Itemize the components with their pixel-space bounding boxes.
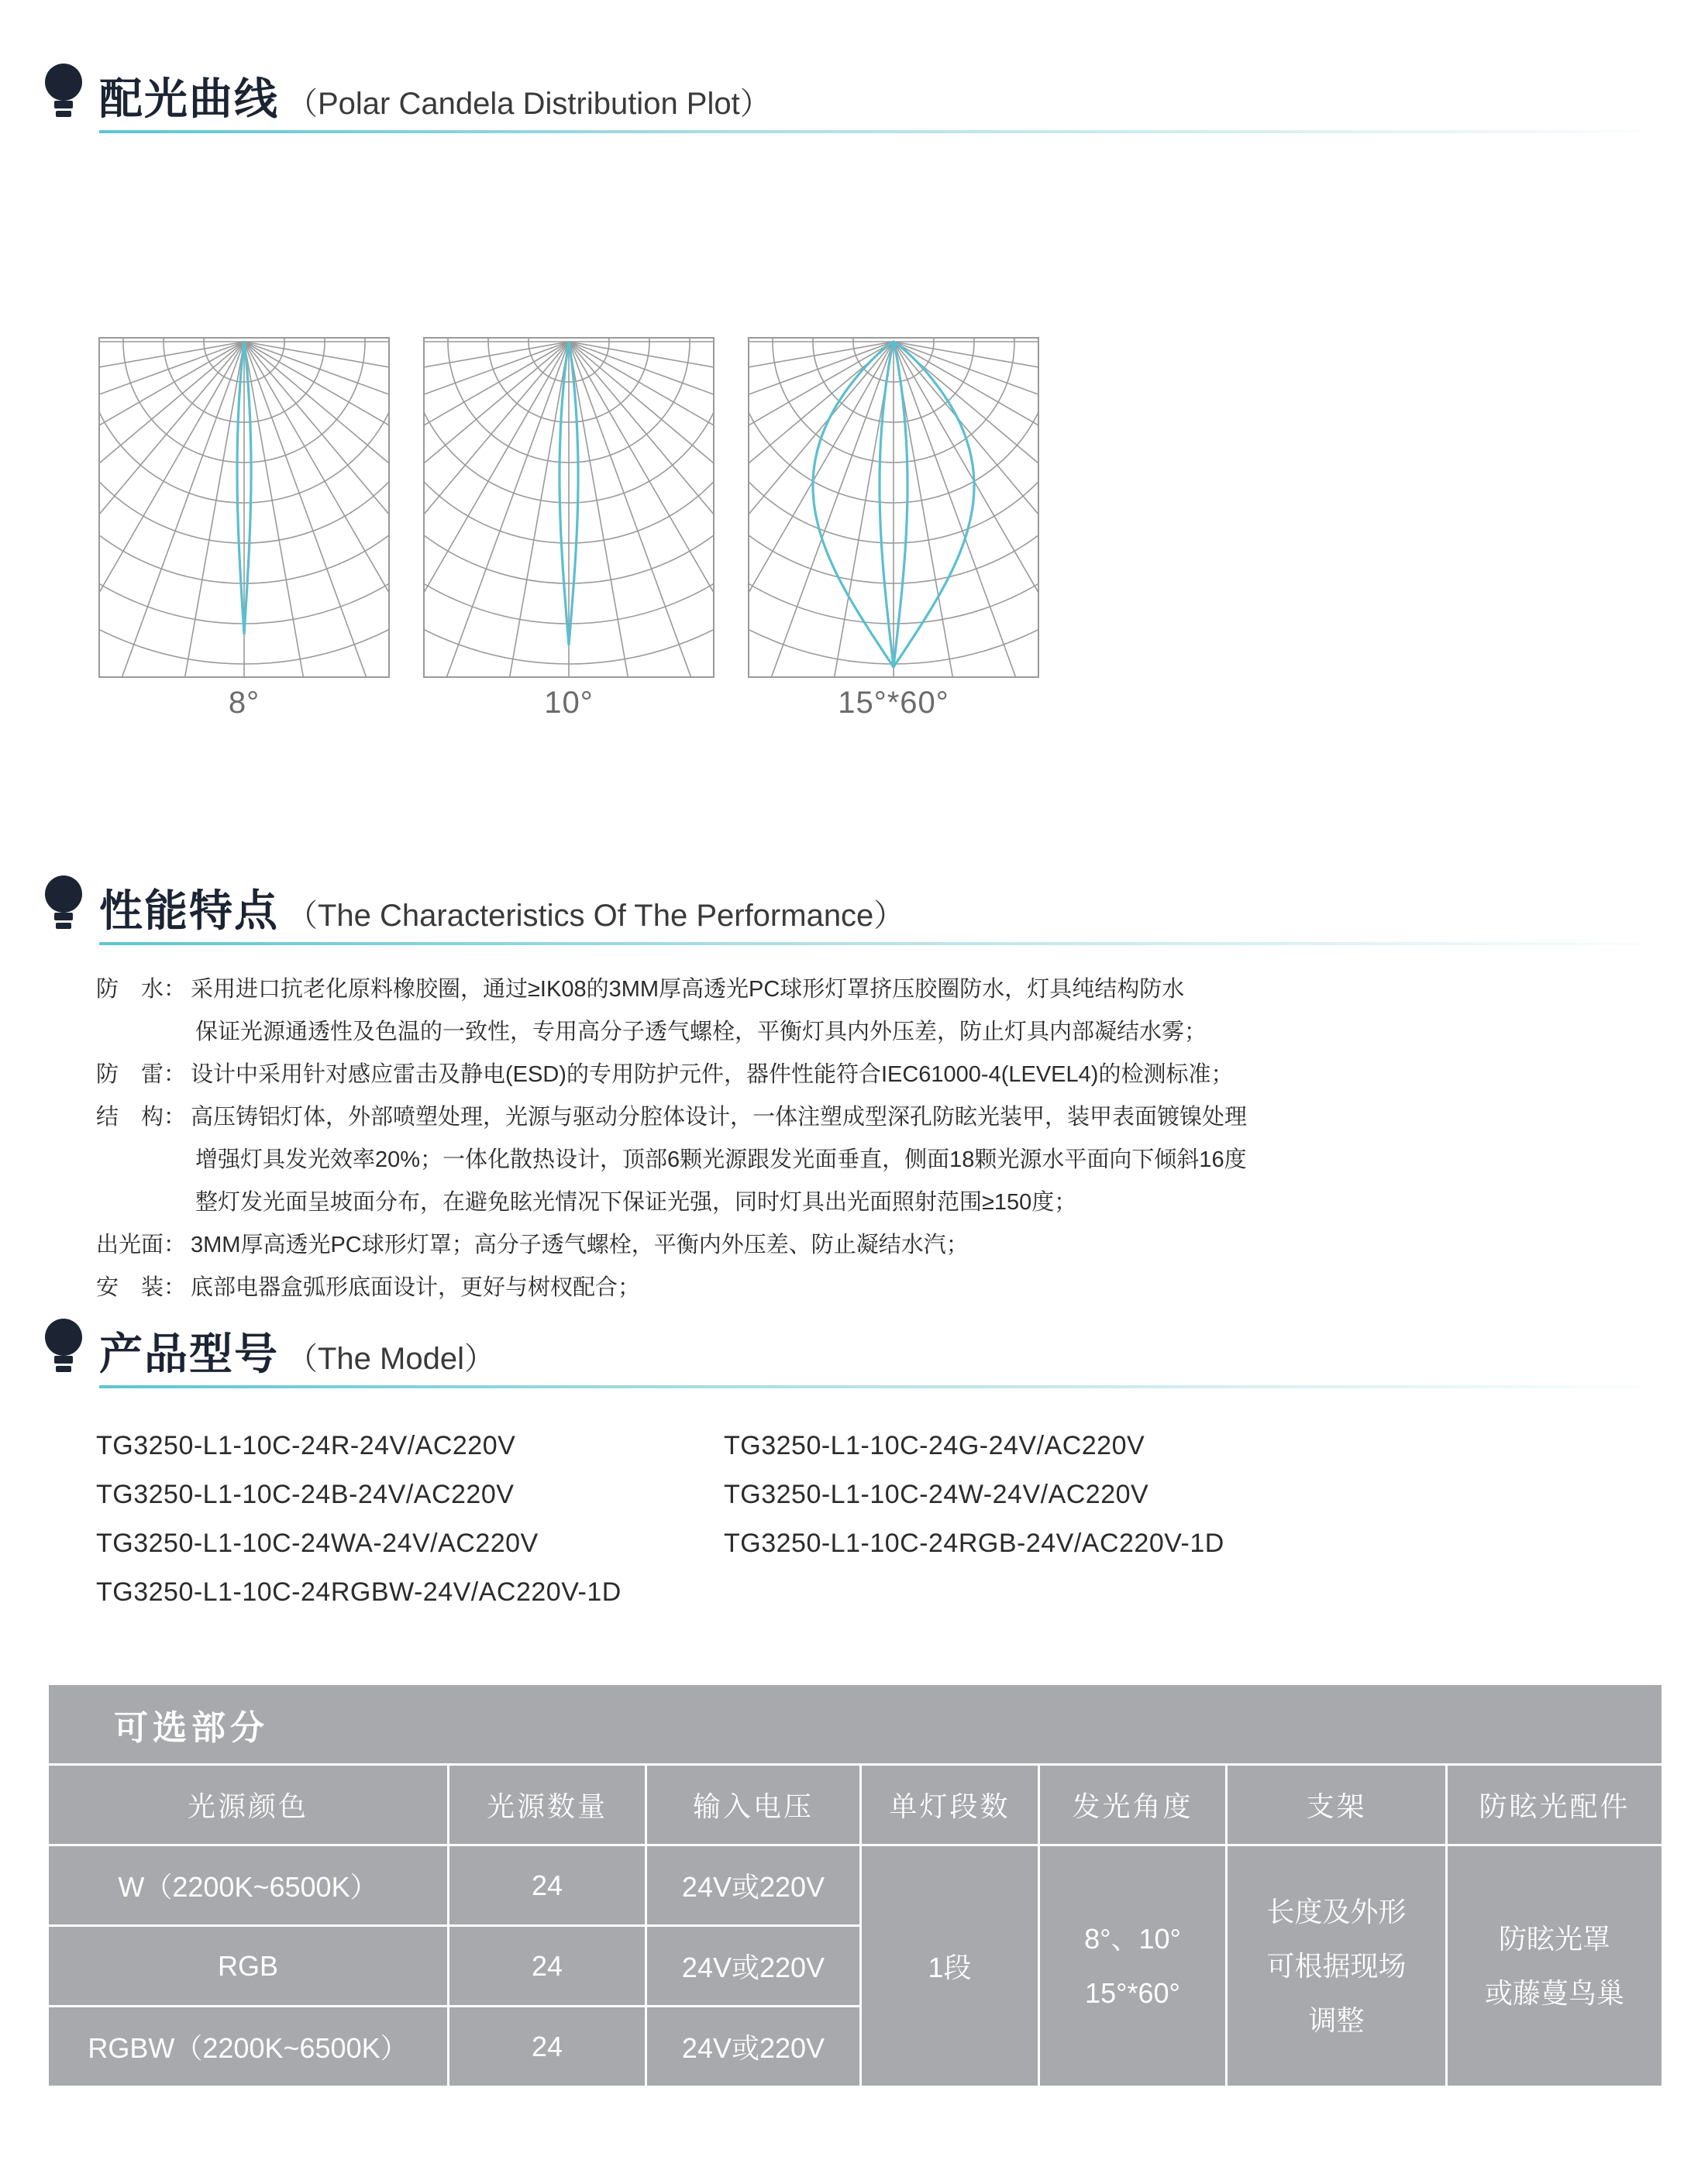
section-title-en: （Polar Candela Distribution Plot） <box>287 87 771 121</box>
angle-value: 8°、10° <box>1084 1922 1181 1955</box>
cell-voltage: 24V或220V <box>646 2007 861 2087</box>
section-rule <box>99 1385 1641 1388</box>
model-item: TG3250-L1-10C-24RGBW-24V/AC220V-1D <box>96 1577 622 1607</box>
model-list-right <box>724 1422 1224 1568</box>
model-list-left <box>96 1422 622 1617</box>
perf-label: 防 水： <box>96 977 187 1002</box>
grid-spoke <box>244 342 390 678</box>
grid-spoke <box>244 342 390 678</box>
section-performance-header <box>43 874 1640 967</box>
header-light-qty: 光源数量 <box>449 1765 646 1845</box>
bracket-line: 可根据现场 <box>1266 1949 1407 1982</box>
options-caption: 可选部分 <box>48 1684 1663 1765</box>
cell-voltage: 24V或220V <box>646 1926 861 2007</box>
grid-spoke <box>98 342 244 678</box>
header-beam-angle: 发光角度 <box>1039 1765 1227 1845</box>
perf-text: 3MM厚高透光PC球形灯罩；高分子透气螺栓，平衡内外压差、防止凝结水汽； <box>191 1233 969 1257</box>
grid-spoke <box>748 342 894 678</box>
section-polar-header <box>43 62 1640 155</box>
cell-antiglare <box>1447 1845 1663 2087</box>
polar-plot-label: 10° <box>544 686 594 720</box>
grid-spoke <box>98 342 244 678</box>
section-rule <box>99 130 1641 133</box>
perf-text: 采用进口抗老化原料橡胶圈，通过≥IK08的3MM厚高透光PC球形灯罩挤压胶圈防水，灯具纯结构防水 <box>191 977 1185 1002</box>
grid-spoke <box>423 342 569 678</box>
perf-text: 整灯发光面呈坡面分布，在避免眩光情况下保证光强，同时灯具出光面照射范围≥150度； <box>195 1190 1077 1215</box>
polar-chart-svg <box>98 337 390 678</box>
grid-spoke <box>423 342 569 678</box>
section-title-cn: 性能特点 <box>99 886 279 935</box>
bracket-line: 长度及外形 <box>1266 1895 1407 1928</box>
grid-spoke <box>98 342 244 678</box>
perf-text: 保证光源通透性及色温的一致性，专用高分子透气螺栓，平衡灯具内外压差，防止灯具内部凝结水雾； <box>195 1020 1207 1044</box>
cell-angles <box>1039 1845 1227 2087</box>
bulb-icon <box>43 1317 84 1379</box>
polar-grid <box>423 337 715 678</box>
section-title-cn: 产品型号 <box>99 1329 279 1378</box>
bulb-icon <box>43 874 84 936</box>
angle-value: 15°*60° <box>1085 1976 1180 2009</box>
cell-qty: 24 <box>449 1845 646 1926</box>
polar-plot-15x60 <box>748 337 1039 720</box>
grid-spoke <box>423 342 569 678</box>
grid-spoke <box>569 342 715 678</box>
cell-segments: 1段 <box>861 1845 1039 2087</box>
antiglare-line: 或藤蔓鸟巢 <box>1484 1976 1624 2009</box>
antiglare-line: 防眩光罩 <box>1498 1922 1610 1955</box>
grid-spoke <box>894 342 1039 678</box>
grid-spoke <box>894 342 1039 678</box>
bracket-line: 调整 <box>1308 2003 1365 2036</box>
grid-spoke <box>748 342 894 678</box>
perf-text: 设计中采用针对感应雷击及静电(ESD)的专用防护元件，器件性能符合IEC61000-4(LEVEL4)的检测标准； <box>191 1062 1234 1087</box>
cell-bracket <box>1227 1845 1447 2087</box>
grid-spoke <box>244 342 390 678</box>
section-title <box>99 65 771 127</box>
grid-spoke <box>748 342 894 678</box>
section-title <box>99 1320 495 1382</box>
model-item: TG3250-L1-10C-24R-24V/AC220V <box>96 1431 516 1460</box>
grid-spoke <box>748 342 894 678</box>
cell-qty: 24 <box>449 1926 646 2007</box>
section-title-en: （The Model） <box>287 1342 495 1376</box>
perf-text: 底部电器盒弧形底面设计，更好与树杈配合； <box>191 1275 641 1300</box>
model-item: TG3250-L1-10C-24WA-24V/AC220V <box>96 1529 539 1558</box>
section-title <box>99 877 904 939</box>
cell-color: W（2200K~6500K） <box>48 1845 449 1926</box>
bulb-icon <box>43 62 84 124</box>
header-light-color: 光源颜色 <box>48 1765 449 1845</box>
grid-spoke <box>423 342 569 678</box>
header-bracket: 支架 <box>1227 1765 1447 1845</box>
grid-spoke <box>894 342 1039 678</box>
polar-plot-label: 8° <box>228 686 260 720</box>
perf-label: 防 雷： <box>96 1062 187 1087</box>
options-table <box>46 1683 1664 2088</box>
header-input-voltage: 输入电压 <box>646 1765 861 1845</box>
grid-spoke <box>569 342 715 678</box>
grid-spoke <box>244 342 390 678</box>
model-item: TG3250-L1-10C-24RGB-24V/AC220V-1D <box>724 1529 1224 1558</box>
grid-spoke <box>894 342 1039 678</box>
perf-label: 安 装： <box>96 1275 187 1300</box>
section-title-cn: 配光曲线 <box>99 74 279 123</box>
perf-label: 出光面： <box>96 1233 187 1257</box>
model-item: TG3250-L1-10C-24W-24V/AC220V <box>724 1480 1149 1509</box>
polar-plot-10 <box>423 337 715 720</box>
section-model-header <box>43 1317 1640 1410</box>
polar-plot-label: 15°*60° <box>838 686 949 720</box>
grid-spoke <box>98 342 244 678</box>
cell-color: RGB <box>48 1926 449 2007</box>
grid-spoke <box>894 342 1039 678</box>
cell-qty: 24 <box>449 2007 646 2087</box>
cell-color: RGBW（2200K~6500K） <box>48 2007 449 2087</box>
grid-spoke <box>569 342 715 678</box>
model-item: TG3250-L1-10C-24G-24V/AC220V <box>724 1431 1145 1460</box>
polar-grid <box>748 337 1039 678</box>
cell-voltage: 24V或220V <box>646 1845 861 1926</box>
options-header-row <box>48 1765 1663 1845</box>
perf-label: 结 构： <box>96 1105 187 1130</box>
grid-spoke <box>569 342 715 678</box>
header-antiglare: 防眩光配件 <box>1447 1765 1663 1845</box>
polar-plot-8 <box>98 337 390 720</box>
perf-text: 高压铸铝灯体，外部喷塑处理，光源与驱动分腔体设计，一体注塑成型深孔防眩光装甲，装甲表面镀镍处理 <box>191 1105 1248 1130</box>
polar-chart-svg <box>423 337 715 678</box>
perf-text: 增强灯具发光效率20%；一体化散热设计，顶部6颗光源跟发光面垂直，侧面18颗光源水平面向下倾斜16度 <box>195 1147 1247 1172</box>
section-title-en: （The Characteristics Of The Performance） <box>287 899 905 933</box>
grid-spoke <box>748 342 894 678</box>
grid-spoke <box>423 342 569 678</box>
section-rule <box>99 942 1641 945</box>
grid-spoke <box>569 342 715 678</box>
header-segments: 单灯段数 <box>861 1765 1039 1845</box>
grid-spoke <box>244 342 390 678</box>
model-item: TG3250-L1-10C-24B-24V/AC220V <box>96 1480 515 1509</box>
polar-chart-svg <box>748 337 1039 678</box>
table-row <box>48 1845 1663 1926</box>
grid-spoke <box>98 342 244 678</box>
